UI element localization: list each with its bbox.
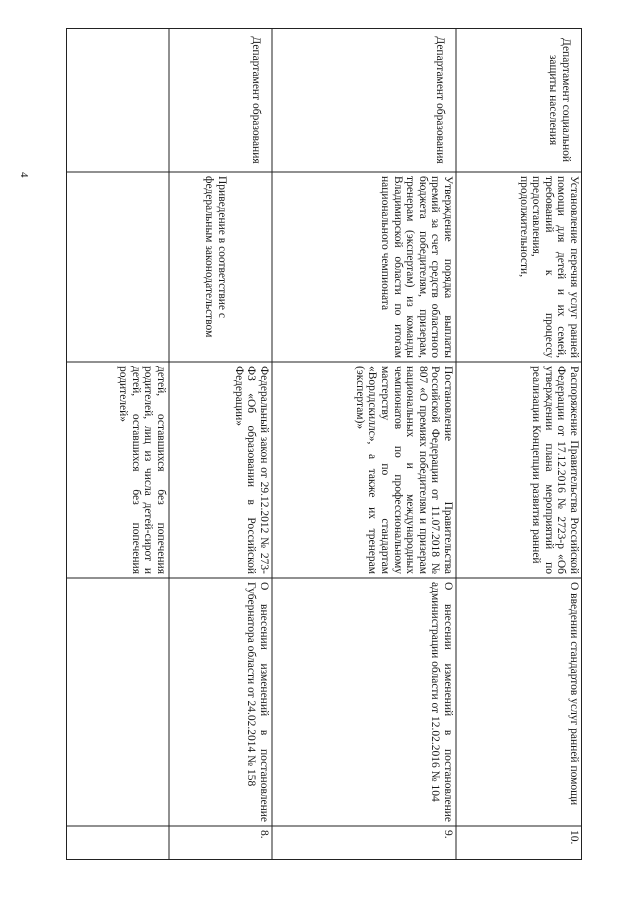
page-number: 4: [18, 172, 30, 178]
cell-responsible: Департамент социальной защиты населения: [547, 37, 572, 163]
cell-responsible: Департамент образования: [250, 36, 262, 164]
cell-number: 8.: [258, 830, 270, 839]
cell-reason: Приведение в соответствие с федеральным законодательством: [203, 176, 228, 338]
table-row-8: [169, 28, 272, 860]
table-row-9: [272, 28, 456, 860]
cell-name: О внесении изменений в постановление Губернатора области от 24.02.2014 № 158: [245, 582, 270, 822]
table-row-continued: [66, 28, 169, 860]
cell-reason: Установление перечня услуг ранней помощи для детей и их семей, требований к процессу предоставления, продолжительности,: [517, 176, 580, 358]
cell-basis: Федеральный закон от 29.12.2012 № 273-ФЗ «Об образовании в Российской Федерации»: [232, 366, 270, 574]
cell-name: О внесении изменений в постановление администрации области от 12.02.2016 № 104: [429, 582, 454, 822]
cell-responsible: Департамент образования: [434, 36, 446, 164]
cell-name: О введении стандартов услуг ранней помощи: [568, 582, 580, 806]
cell-number: 10.: [568, 830, 580, 845]
cell-number: 9.: [442, 830, 454, 839]
legislative-plan-table: [66, 28, 582, 860]
cell-reason: Утверждение порядка выплаты премий за счет средств областного бюджета победителям, призерам, тренерам (экспертам) из команды Владимирской области по итогам национального чемпионата: [379, 176, 454, 358]
cell-basis: Постановление Правительства Российской Федерации от 11.07.2018 № 807 «О премиях победителям и призерам национальных и международных чемпионатов по профессиональному мастерству по стандартам «Ворлдскиллс», а также их тренерам (экспертам)»: [353, 366, 454, 574]
table-row-10: [456, 28, 582, 860]
cell-basis: Распоряжение Правительства Российской Федерации от 17.12.2016 № 2723-р «Об утверждении плана мероприятий по реализации Концепции развития ранней: [530, 366, 580, 574]
cell-basis: детей, оставшихся без попечения родителей, лиц из числа детей-сирот и детей, оставшихся без попечения родителей»: [117, 366, 167, 574]
